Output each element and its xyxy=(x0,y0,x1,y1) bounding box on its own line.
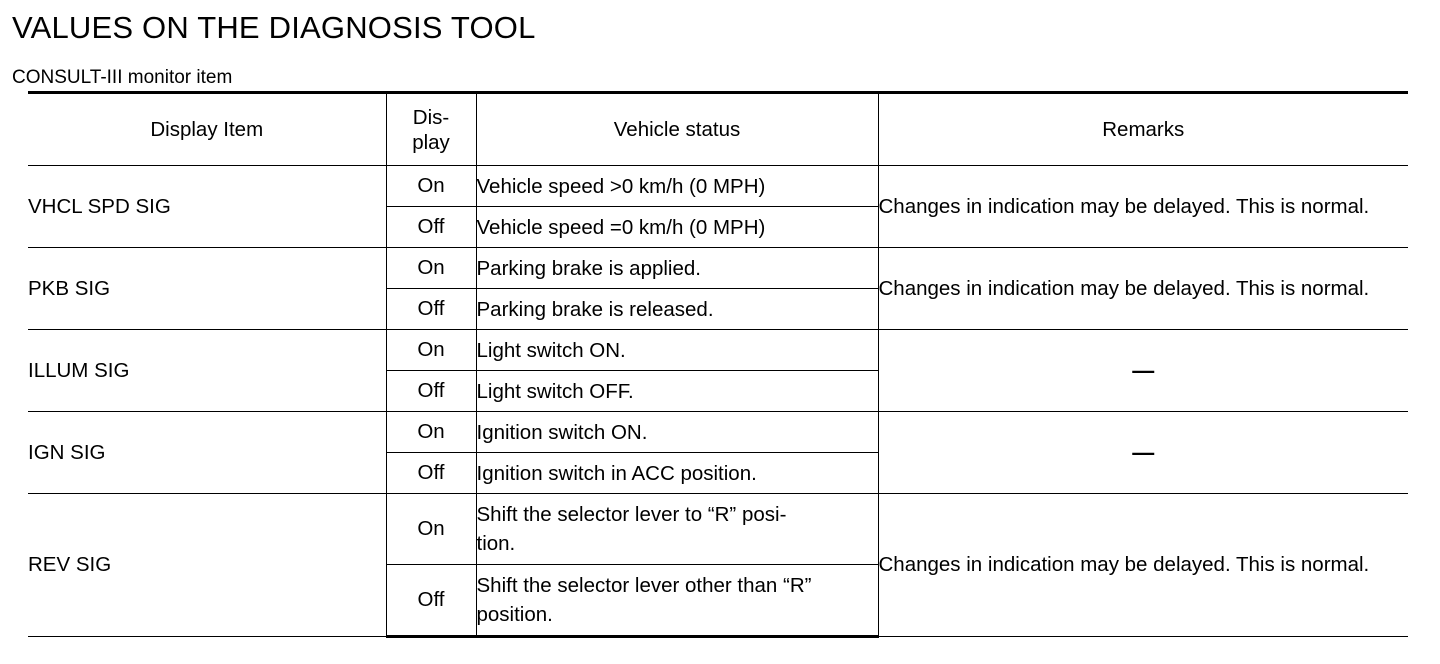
display-value-cell: On xyxy=(386,494,476,565)
remarks-cell: Changes in indication may be delayed. This is normal. xyxy=(878,166,1408,248)
header-display-item: Display Item xyxy=(28,93,386,166)
display-value-cell: Off xyxy=(386,565,476,637)
vehicle-status-cell: Parking brake is applied. xyxy=(476,248,878,289)
table-caption: CONSULT-III monitor item xyxy=(12,67,233,88)
display-value-cell: Off xyxy=(386,453,476,494)
header-vehicle-status: Vehicle status xyxy=(476,93,878,166)
display-value-cell: On xyxy=(386,166,476,207)
table-row xyxy=(28,494,1408,565)
remarks-cell: — xyxy=(878,412,1408,494)
vehicle-status-cell: Ignition switch in ACC position. xyxy=(476,453,878,494)
table-row xyxy=(28,166,1408,207)
display-item-cell: ILLUM SIG xyxy=(28,330,386,412)
monitor-item-table xyxy=(28,91,1408,638)
display-value-cell: On xyxy=(386,248,476,289)
header-remarks: Remarks xyxy=(878,93,1408,166)
remarks-cell: Changes in indication may be delayed. This is normal. xyxy=(878,494,1408,637)
vehicle-status-cell: Light switch OFF. xyxy=(476,371,878,412)
display-item-cell: IGN SIG xyxy=(28,412,386,494)
page-title: VALUES ON THE DIAGNOSIS TOOL xyxy=(12,10,536,45)
display-item-cell: PKB SIG xyxy=(28,248,386,330)
remarks-cell: — xyxy=(878,330,1408,412)
table-row xyxy=(28,330,1408,371)
vehicle-status-cell: Parking brake is released. xyxy=(476,289,878,330)
vehicle-status-cell: Shift the selector lever to “R” posi- tion. xyxy=(476,494,878,565)
display-value-cell: On xyxy=(386,330,476,371)
remarks-cell: Changes in indication may be delayed. This is normal. xyxy=(878,248,1408,330)
header-row xyxy=(28,93,1408,166)
vehicle-status-cell: Vehicle speed =0 km/h (0 MPH) xyxy=(476,207,878,248)
table-row xyxy=(28,248,1408,289)
display-value-cell: Off xyxy=(386,371,476,412)
vehicle-status-cell: Light switch ON. xyxy=(476,330,878,371)
vehicle-status-cell: Shift the selector lever other than “R” position. xyxy=(476,565,878,637)
display-item-cell: VHCL SPD SIG xyxy=(28,166,386,248)
display-item-cell: REV SIG xyxy=(28,494,386,637)
table-row xyxy=(28,412,1408,453)
header-display: Dis- play xyxy=(386,93,476,166)
display-value-cell: On xyxy=(386,412,476,453)
vehicle-status-cell: Ignition switch ON. xyxy=(476,412,878,453)
display-value-cell: Off xyxy=(386,289,476,330)
display-value-cell: Off xyxy=(386,207,476,248)
vehicle-status-cell: Vehicle speed >0 km/h (0 MPH) xyxy=(476,166,878,207)
